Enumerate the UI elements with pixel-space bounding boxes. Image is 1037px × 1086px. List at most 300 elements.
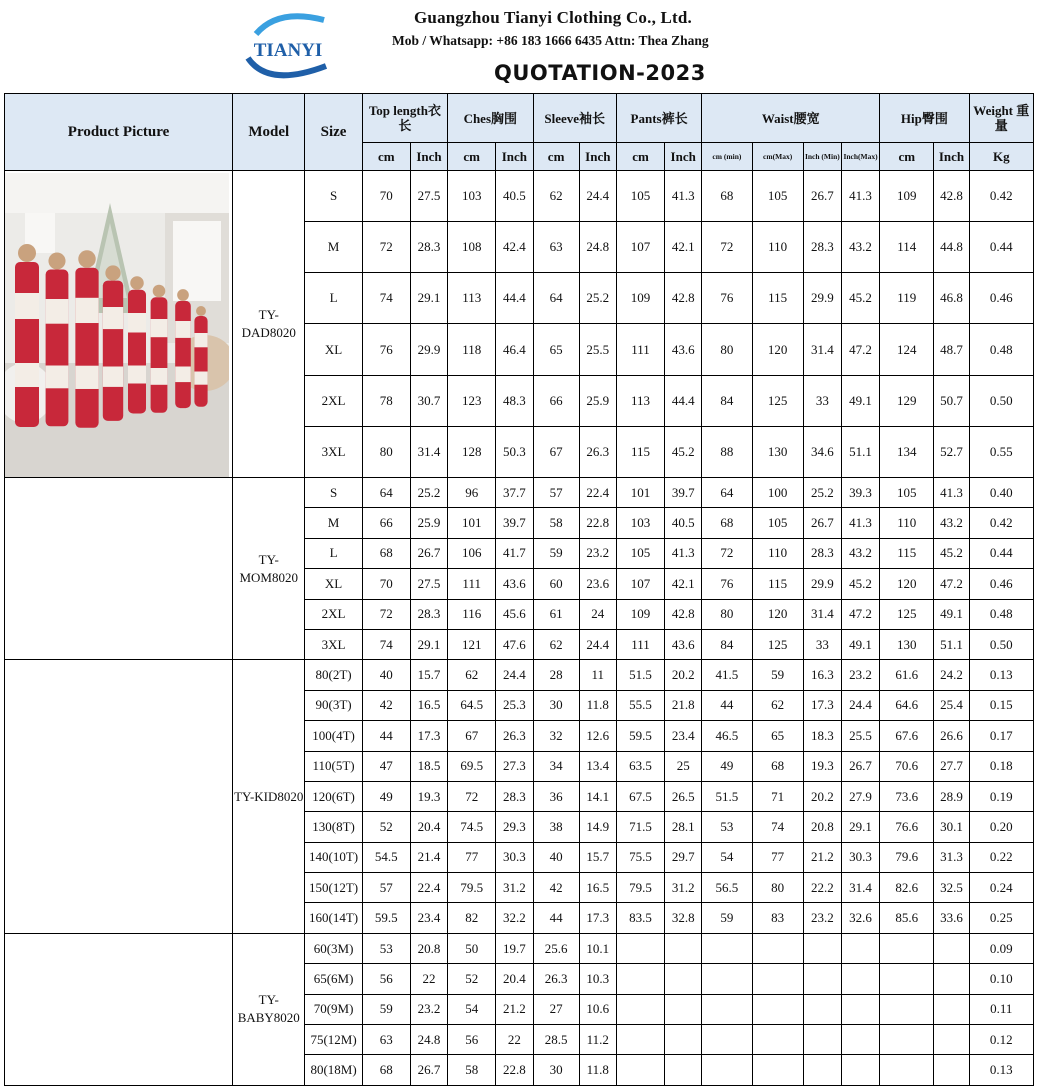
sub-header: Inch [410,143,447,171]
value-cell: 50 [448,933,496,963]
value-cell: 59.5 [616,721,664,751]
person-figure [15,244,39,427]
value-cell: 26.6 [934,721,969,751]
value-cell: 25.5 [841,721,879,751]
sub-header: cm [362,143,410,171]
size-cell: 150(12T) [305,873,362,903]
value-cell: 72 [362,599,410,629]
value-cell: 29.9 [803,569,841,599]
value-cell: 125 [752,629,803,659]
value-cell: 62 [533,629,579,659]
value-cell [616,964,664,994]
value-cell: 68 [752,751,803,781]
value-cell: 0.09 [969,933,1033,963]
value-cell: 59 [702,903,752,933]
value-cell: 49 [702,751,752,781]
value-cell: 27.3 [496,751,533,781]
value-cell: 82 [448,903,496,933]
value-cell [934,1055,969,1085]
value-cell: 123 [448,375,496,426]
value-cell: 30 [533,1055,579,1085]
value-cell: 108 [448,222,496,273]
value-cell: 62 [448,660,496,690]
value-cell: 28.3 [410,599,447,629]
value-cell: 36 [533,781,579,811]
value-cell: 120 [752,599,803,629]
value-cell: 44 [362,721,410,751]
value-cell: 49.1 [934,599,969,629]
value-cell [841,933,879,963]
value-cell [702,964,752,994]
value-cell: 59 [362,994,410,1024]
value-cell: 46.5 [702,721,752,751]
value-cell: 113 [616,375,664,426]
value-cell: 41.3 [665,171,702,222]
value-cell: 16.5 [579,873,616,903]
value-cell: 28.3 [803,538,841,568]
value-cell: 26.7 [410,538,447,568]
value-cell: 42.1 [665,569,702,599]
value-cell: 11.8 [579,690,616,720]
company-name: Guangzhou Tianyi Clothing Co., Ltd. [414,8,692,27]
value-cell: 42.4 [496,222,533,273]
col-size: Size [305,94,362,171]
value-cell: 40.5 [496,171,533,222]
value-cell [665,1025,702,1055]
value-cell: 40 [533,842,579,872]
value-cell: 19.7 [496,933,533,963]
value-cell: 33 [803,375,841,426]
product-picture-cell [5,933,233,1085]
value-cell: 82.6 [880,873,934,903]
value-cell: 22.4 [579,478,616,508]
person-figure [151,285,168,413]
value-cell: 72 [448,781,496,811]
size-cell: 65(6M) [305,964,362,994]
value-cell: 107 [616,222,664,273]
value-cell: 30.7 [410,375,447,426]
value-cell: 0.46 [969,569,1033,599]
value-cell: 20.2 [803,781,841,811]
value-cell: 76 [702,569,752,599]
value-cell: 23.2 [803,903,841,933]
value-cell: 105 [880,478,934,508]
value-cell [752,1055,803,1085]
col-model: Model [233,94,305,171]
value-cell: 45.2 [841,569,879,599]
value-cell: 16.3 [803,660,841,690]
value-cell: 63.5 [616,751,664,781]
value-cell: 70 [362,569,410,599]
value-cell: 45.2 [665,426,702,477]
value-cell: 70.6 [880,751,934,781]
value-cell: 0.22 [969,842,1033,872]
value-cell: 43.2 [934,508,969,538]
value-cell: 27 [533,994,579,1024]
value-cell: 32 [533,721,579,751]
value-cell: 64.5 [448,690,496,720]
sub-header: cm [448,143,496,171]
size-cell: M [305,508,362,538]
person-figure [46,252,69,426]
value-cell: 64.6 [880,690,934,720]
value-cell: 26.7 [803,508,841,538]
value-cell: 50.7 [934,375,969,426]
value-cell: 30.1 [934,812,969,842]
size-cell: 70(9M) [305,994,362,1024]
value-cell: 28.3 [803,222,841,273]
value-cell: 28.5 [533,1025,579,1055]
value-cell: 79.6 [880,842,934,872]
value-cell: 80 [702,599,752,629]
value-cell: 124 [880,324,934,375]
value-cell: 22.8 [496,1055,533,1085]
value-cell: 20.8 [410,933,447,963]
size-cell: 80(2T) [305,660,362,690]
value-cell: 47.2 [841,324,879,375]
value-cell: 42.8 [665,273,702,324]
sub-header: cm [533,143,579,171]
value-cell: 111 [448,569,496,599]
col-top-length: Top length衣长 [362,94,447,143]
table-row [5,171,1034,222]
value-cell: 29.9 [410,324,447,375]
value-cell: 110 [880,508,934,538]
value-cell [665,933,702,963]
contact-line: Mob / Whatsapp: +86 183 1666 6435 Attn: Thea Zhang [392,33,709,48]
value-cell: 34.6 [803,426,841,477]
value-cell: 80 [752,873,803,903]
value-cell: 65 [752,721,803,751]
value-cell: 47.2 [841,599,879,629]
value-cell [841,994,879,1024]
value-cell: 50.3 [496,426,533,477]
value-cell: 46.4 [496,324,533,375]
value-cell: 24 [579,599,616,629]
value-cell: 42.8 [665,599,702,629]
value-cell [841,1025,879,1055]
value-cell: 20.2 [665,660,702,690]
value-cell: 42 [362,690,410,720]
value-cell [616,1025,664,1055]
value-cell: 106 [448,538,496,568]
value-cell: 24.8 [410,1025,447,1055]
value-cell: 40 [362,660,410,690]
value-cell: 54 [448,994,496,1024]
value-cell [752,933,803,963]
value-cell: 130 [752,426,803,477]
value-cell: 55.5 [616,690,664,720]
value-cell: 49.1 [841,629,879,659]
value-cell: 44 [702,690,752,720]
model-cell: TY-DAD8020 [233,171,305,478]
value-cell: 0.11 [969,994,1033,1024]
size-cell: 3XL [305,426,362,477]
value-cell: 25.9 [579,375,616,426]
value-cell: 115 [616,426,664,477]
value-cell: 64 [533,273,579,324]
size-chart-table [4,93,1034,1086]
value-cell: 41.3 [841,508,879,538]
size-cell: M [305,222,362,273]
value-cell: 10.3 [579,964,616,994]
value-cell: 115 [752,273,803,324]
value-cell: 70 [362,171,410,222]
value-cell: 28 [533,660,579,690]
value-cell: 15.7 [579,842,616,872]
sub-header: cm [880,143,934,171]
value-cell: 31.4 [803,599,841,629]
value-cell: 10.6 [579,994,616,1024]
size-cell: 3XL [305,629,362,659]
value-cell: 22 [496,1025,533,1055]
value-cell: 51.5 [616,660,664,690]
value-cell: 19.3 [410,781,447,811]
value-cell: 105 [616,171,664,222]
value-cell: 129 [880,375,934,426]
value-cell: 72 [702,538,752,568]
value-cell: 0.12 [969,1025,1033,1055]
value-cell: 28.3 [410,222,447,273]
value-cell: 76 [362,324,410,375]
value-cell: 103 [616,508,664,538]
value-cell: 25.2 [410,478,447,508]
value-cell [702,1025,752,1055]
value-cell: 0.19 [969,781,1033,811]
value-cell: 105 [752,508,803,538]
value-cell: 31.4 [410,426,447,477]
value-cell: 18.5 [410,751,447,781]
value-cell: 75.5 [616,842,664,872]
value-cell [752,994,803,1024]
value-cell: 14.1 [579,781,616,811]
value-cell: 20.4 [496,964,533,994]
value-cell: 80 [702,324,752,375]
value-cell: 114 [880,222,934,273]
value-cell: 125 [880,599,934,629]
value-cell: 11.8 [579,1055,616,1085]
value-cell [665,964,702,994]
value-cell: 0.13 [969,1055,1033,1085]
size-cell: 130(8T) [305,812,362,842]
value-cell: 25.6 [533,933,579,963]
value-cell [702,933,752,963]
value-cell: 88 [702,426,752,477]
person-figure [75,250,98,428]
value-cell [880,933,934,963]
value-cell: 78 [362,375,410,426]
value-cell: 52 [362,812,410,842]
sub-header: Inch [579,143,616,171]
sub-header: cm(Max) [752,143,803,171]
value-cell [880,1025,934,1055]
size-cell: XL [305,324,362,375]
value-cell: 47 [362,751,410,781]
value-cell: 74 [362,273,410,324]
sub-header: cm (min) [702,143,752,171]
sub-header: Inch [934,143,969,171]
value-cell: 44.4 [496,273,533,324]
value-cell: 62 [752,690,803,720]
value-cell [880,994,934,1024]
value-cell: 53 [362,933,410,963]
value-cell: 68 [362,538,410,568]
value-cell: 64 [362,478,410,508]
value-cell: 0.48 [969,324,1033,375]
value-cell: 0.48 [969,599,1033,629]
value-cell: 30.3 [841,842,879,872]
value-cell: 101 [448,508,496,538]
value-cell [880,1055,934,1085]
value-cell: 27.5 [410,171,447,222]
value-cell: 0.50 [969,375,1033,426]
value-cell: 25.5 [579,324,616,375]
product-picture-cell [5,478,233,660]
value-cell: 0.17 [969,721,1033,751]
col-pants: Pants裤长 [616,94,701,143]
size-cell: 160(14T) [305,903,362,933]
value-cell [665,1055,702,1085]
value-cell: 15.7 [410,660,447,690]
value-cell: 25.4 [934,690,969,720]
value-cell: 43.6 [496,569,533,599]
value-cell: 67 [448,721,496,751]
value-cell: 51.5 [702,781,752,811]
value-cell: 17.3 [803,690,841,720]
value-cell: 68 [702,171,752,222]
value-cell: 42.1 [665,222,702,273]
value-cell: 28.1 [665,812,702,842]
value-cell: 0.42 [969,171,1033,222]
table-row [5,933,1034,963]
value-cell: 44.4 [665,375,702,426]
value-cell: 59.5 [362,903,410,933]
value-cell [803,1025,841,1055]
value-cell: 26.3 [533,964,579,994]
value-cell: 41.7 [496,538,533,568]
value-cell: 76 [702,273,752,324]
value-cell: 45.2 [841,273,879,324]
value-cell: 67 [533,426,579,477]
value-cell: 72 [702,222,752,273]
value-cell [841,1055,879,1085]
value-cell: 48.7 [934,324,969,375]
value-cell: 17.3 [579,903,616,933]
value-cell: 13.4 [579,751,616,781]
value-cell: 24.4 [579,629,616,659]
value-cell: 84 [702,629,752,659]
value-cell: 67.5 [616,781,664,811]
value-cell: 130 [880,629,934,659]
value-cell: 32.5 [934,873,969,903]
person-figure [175,289,191,408]
sub-header: Inch (Min) [803,143,841,171]
value-cell: 74.5 [448,812,496,842]
value-cell: 32.2 [496,903,533,933]
value-cell: 74 [752,812,803,842]
value-cell: 40.5 [665,508,702,538]
value-cell: 29.1 [410,273,447,324]
value-cell: 52.7 [934,426,969,477]
value-cell: 31.4 [841,873,879,903]
sub-header: Inch(Max) [841,143,879,171]
value-cell: 134 [880,426,934,477]
value-cell: 49 [362,781,410,811]
value-cell: 29.9 [803,273,841,324]
value-cell: 24.8 [579,222,616,273]
value-cell: 23.4 [410,903,447,933]
value-cell: 22.2 [803,873,841,903]
value-cell: 28.3 [496,781,533,811]
value-cell: 17.3 [410,721,447,751]
value-cell: 26.7 [803,171,841,222]
value-cell: 11 [579,660,616,690]
value-cell: 69.5 [448,751,496,781]
model-cell: TY-BABY8020 [233,933,305,1085]
document-header [0,0,1037,92]
value-cell [803,933,841,963]
value-cell: 39.7 [496,508,533,538]
value-cell: 24.4 [841,690,879,720]
value-cell: 37.7 [496,478,533,508]
value-cell: 111 [616,324,664,375]
value-cell: 119 [880,273,934,324]
value-cell: 54 [702,842,752,872]
value-cell: 43.6 [665,324,702,375]
value-cell: 79.5 [448,873,496,903]
value-cell: 39.7 [665,478,702,508]
value-cell: 31.2 [665,873,702,903]
value-cell: 65 [533,324,579,375]
value-cell: 0.44 [969,538,1033,568]
value-cell: 24.4 [496,660,533,690]
value-cell: 115 [880,538,934,568]
col-chest: Ches胸围 [448,94,533,143]
sub-header: Kg [969,143,1033,171]
value-cell: 53 [702,812,752,842]
value-cell: 41.3 [934,478,969,508]
value-cell: 32.8 [665,903,702,933]
value-cell: 25.2 [579,273,616,324]
value-cell: 54.5 [362,842,410,872]
value-cell: 29.1 [841,812,879,842]
value-cell: 100 [752,478,803,508]
value-cell: 20.8 [803,812,841,842]
value-cell: 33 [803,629,841,659]
value-cell [934,933,969,963]
size-cell: L [305,273,362,324]
value-cell: 121 [448,629,496,659]
size-chart-body [5,171,1034,1086]
value-cell [934,994,969,1024]
value-cell: 66 [533,375,579,426]
value-cell: 115 [752,569,803,599]
value-cell: 76.6 [880,812,934,842]
model-cell: TY-KID8020 [233,660,305,934]
size-cell: S [305,171,362,222]
page-border [4,966,5,1072]
value-cell: 42 [533,873,579,903]
value-cell: 21.2 [803,842,841,872]
value-cell: 42.8 [934,171,969,222]
value-cell: 31.4 [803,324,841,375]
value-cell: 27.7 [934,751,969,781]
value-cell: 80 [362,426,410,477]
value-cell: 21.4 [410,842,447,872]
value-cell [665,994,702,1024]
value-cell: 64 [702,478,752,508]
value-cell: 26.3 [579,426,616,477]
